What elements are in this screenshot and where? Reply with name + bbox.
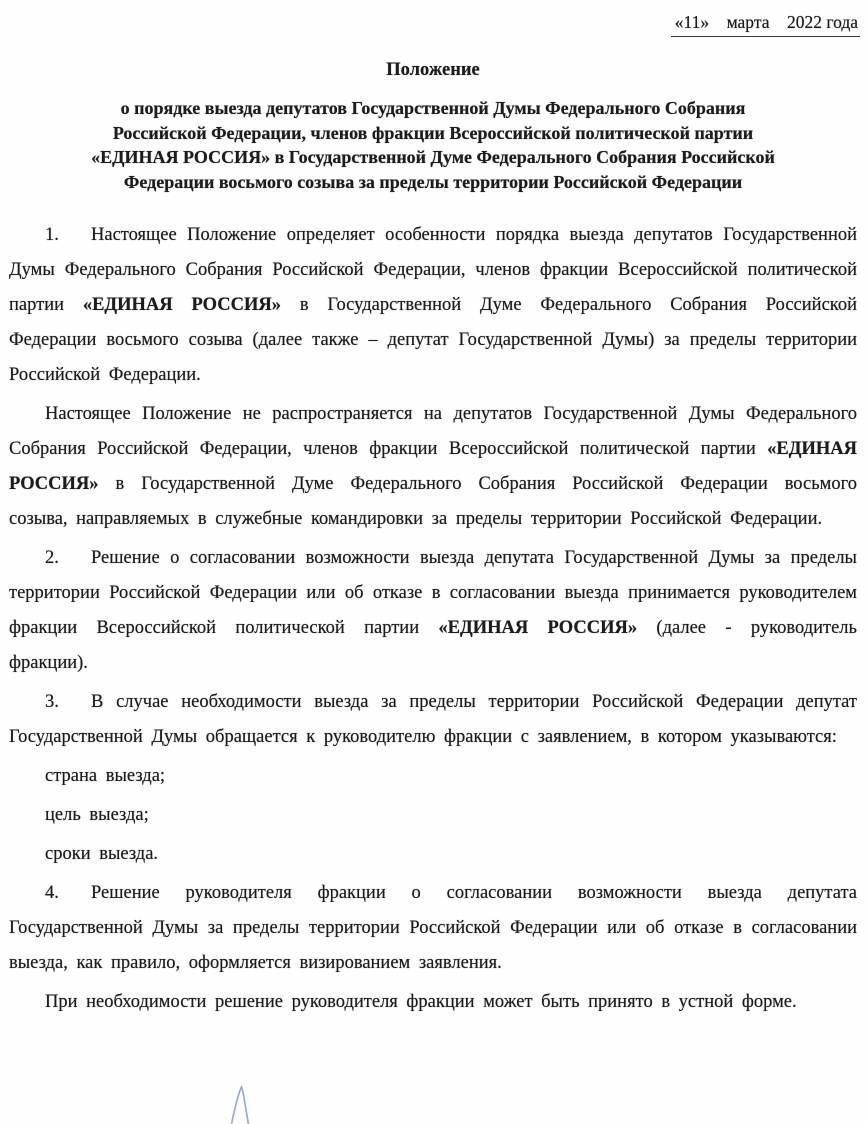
date-line: «11» марта 2022 года xyxy=(671,10,860,37)
text-run: При необходимости решение руководителя фракции может быть принято в устной форме. xyxy=(45,992,797,1012)
signature-ink-stroke xyxy=(232,1087,249,1124)
text-run: Решение о согласовании возможности выезда депутата Государственной Думы за пределы территории Российской Федерации или об отказе в согласовании выезда принимается руководителем фракции Всероссийской политической партии xyxy=(9,548,857,638)
text-run: сроки выезда. xyxy=(45,844,159,864)
paragraph-number: 1. xyxy=(45,225,59,245)
text-run: страна выезда; xyxy=(45,766,166,786)
paragraph xyxy=(9,985,857,1020)
text-run: В случае необходимости выезда за пределы территории Российской Федерации депутат Государственной Думы обращается к руководителю фракции с заявлением, в котором указываются: xyxy=(9,692,857,747)
numbered-paragraph xyxy=(9,876,857,981)
document-subtitle xyxy=(0,96,866,194)
subtitle-line: «ЕДИНАЯ РОССИЯ» в Государственной Думе Федерального Собрания Российской xyxy=(91,147,775,167)
text-run: Решение руководителя фракции о согласовании возможности выезда депутата Государственной Думы за пределы территории Российской Федерации или об отказе в согласовании выезда, как правило, оформляется визированием заявления. xyxy=(9,883,857,973)
paragraph-number: 4. xyxy=(45,883,59,903)
text-run: Настоящее Положение не распространяется на депутатов Государственной Думы Федерального Собрания Российской Федерации, членов фракции Всероссийской политической партии xyxy=(9,404,857,459)
text-run: в Государственной Думе Федерального Собрания Российской Федерации восьмого созыва, направляемых в служебные командировки за пределы территории Российской Федерации. xyxy=(9,474,857,529)
paragraph xyxy=(9,759,857,794)
document-body xyxy=(0,218,866,1020)
bold-text-run: «ЕДИНАЯ РОССИЯ» xyxy=(9,439,857,494)
paragraph-number: 3. xyxy=(45,692,59,712)
document-title: Положение xyxy=(386,60,480,80)
signature-ink-stroke-container xyxy=(220,1080,260,1124)
subtitle-line: Российской Федерации, членов фракции Всероссийской политической партии xyxy=(112,122,754,143)
numbered-paragraph xyxy=(9,541,857,681)
text-run: цель выезда; xyxy=(45,805,149,825)
text-run: в Государственной Думе Федерального Собрания Российской Федерации восьмого созыва (далее также – депутат Государственной Думы) за пределы территории Российской Федерации. xyxy=(9,295,857,385)
subtitle-line: Федерации восьмого созыва за пределы территории Российской Федерации xyxy=(123,171,743,192)
bold-text-run: «ЕДИНАЯ РОССИЯ» xyxy=(438,618,638,638)
date-row xyxy=(0,0,866,37)
text-run: Настоящее Положение определяет особенности порядка выезда депутатов Государственной Думы Федерального Собрания Российской Федерации, членов фракции Всероссийской политической партии xyxy=(9,225,857,315)
paragraph xyxy=(9,397,857,537)
paragraph xyxy=(9,798,857,833)
bold-text-run: «ЕДИНАЯ РОССИЯ» xyxy=(82,295,281,315)
numbered-paragraph xyxy=(9,685,857,755)
text-run: (далее - руководитель фракции). xyxy=(9,618,857,673)
paragraph xyxy=(9,837,857,872)
subtitle-line: о порядке выезда депутатов Государственной Думы Федерального Собрания xyxy=(120,98,746,118)
numbered-paragraph xyxy=(9,218,857,393)
paragraph-number: 2. xyxy=(45,548,59,568)
